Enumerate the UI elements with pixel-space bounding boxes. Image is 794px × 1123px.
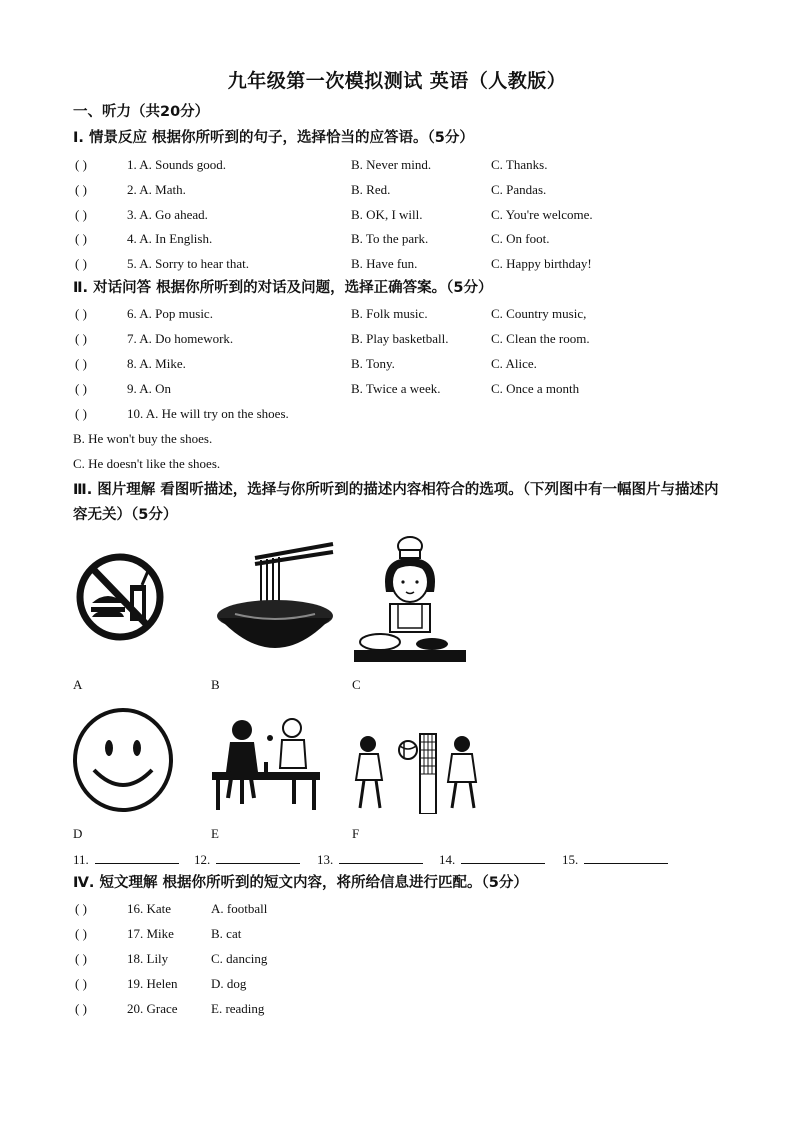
blank-item[interactable] — [439, 850, 545, 868]
option-c: C. On foot. — [491, 231, 550, 246]
answer-line[interactable] — [461, 850, 545, 864]
answer-paren[interactable]: ( ) — [75, 901, 87, 916]
picture-label: F — [352, 826, 360, 841]
option-a: 10. A. He will try on the shoes. — [127, 406, 289, 421]
picture-label: C — [352, 677, 361, 692]
option-b: B. Twice a week. — [351, 381, 441, 396]
table-tennis-icon — [212, 716, 322, 814]
blank-item[interactable] — [73, 850, 179, 868]
blank-item[interactable] — [194, 850, 300, 868]
picture-label: A — [73, 677, 83, 692]
blank-number: 13. — [317, 852, 334, 867]
question-row — [75, 406, 735, 426]
option-b: B. Play basketball. — [351, 331, 449, 346]
match-option: D. dog — [211, 976, 247, 991]
option-b: B. Tony. — [351, 356, 395, 371]
option-a: 5. A. Sorry to hear that. — [127, 256, 250, 271]
blank-item[interactable] — [562, 850, 668, 868]
blank-number: 11. — [73, 852, 89, 867]
answer-paren[interactable]: ( ) — [75, 256, 87, 271]
part1-heading: 一、听力（共20分） — [73, 104, 210, 120]
page-title: 九年级第一次模拟测试 英语（人教版） — [227, 70, 567, 92]
answer-paren[interactable]: ( ) — [75, 157, 87, 172]
question-row — [75, 231, 735, 251]
option-b: B. Never mind. — [351, 157, 432, 172]
answer-paren[interactable]: ( ) — [75, 976, 87, 991]
option-a: 1. A. Sounds good. — [127, 157, 226, 172]
no-fast-food-icon — [76, 545, 164, 649]
match-option: C. dancing — [211, 951, 268, 966]
section2-heading: Ⅱ. 对话问答 根据你所听到的对话及问题，选择正确答案。（5分） — [73, 280, 493, 296]
question-row — [75, 157, 735, 177]
match-row — [75, 951, 475, 971]
match-row — [75, 1001, 475, 1021]
option-c: C. Pandas. — [491, 182, 547, 197]
picture-label: D — [73, 826, 83, 841]
blank-number: 12. — [194, 852, 211, 867]
smiley-face-icon — [72, 706, 174, 814]
answer-line[interactable] — [584, 850, 668, 864]
option-c: C. Once a month — [491, 381, 580, 396]
answer-paren[interactable]: ( ) — [75, 1001, 87, 1016]
match-option: E. reading — [211, 1001, 265, 1016]
option-b: B. OK, I will. — [351, 207, 423, 222]
match-option: B. cat — [211, 926, 242, 941]
answer-paren[interactable]: ( ) — [75, 356, 87, 371]
answer-paren[interactable]: ( ) — [75, 951, 87, 966]
option-b: B. Have fun. — [351, 256, 418, 271]
match-row — [75, 926, 475, 946]
volleyball-icon — [352, 732, 486, 814]
option-c: C. Country music, — [491, 306, 587, 321]
person-name: 19. Helen — [127, 976, 178, 991]
answer-paren[interactable]: ( ) — [75, 926, 87, 941]
option-a: 7. A. Do homework. — [127, 331, 234, 346]
question-row — [75, 207, 735, 227]
answer-paren[interactable]: ( ) — [75, 306, 87, 321]
section4-heading: Ⅳ. 短文理解 根据你所听到的短文内容，将所给信息进行匹配。（5分） — [73, 875, 528, 891]
answer-paren[interactable]: ( ) — [75, 381, 87, 396]
girl-cooking-icon — [352, 532, 470, 664]
answer-paren[interactable]: ( ) — [75, 231, 87, 246]
answer-paren[interactable]: ( ) — [75, 207, 87, 222]
option-c: C. Alice. — [491, 356, 537, 371]
option-a: 8. A. Mike. — [127, 356, 186, 371]
person-name: 20. Grace — [127, 1001, 178, 1016]
answer-line[interactable] — [95, 850, 179, 864]
question-row — [75, 381, 735, 401]
answer-blanks — [73, 850, 713, 872]
answer-line[interactable] — [216, 850, 300, 864]
question-row — [75, 182, 735, 202]
option-c: C. You're welcome. — [491, 207, 593, 222]
option-b: B. To the park. — [351, 231, 429, 246]
answer-paren[interactable]: ( ) — [75, 331, 87, 346]
picture-label: B — [211, 677, 220, 692]
option-b: B. Folk music. — [351, 306, 428, 321]
option-c: C. Thanks. — [491, 157, 548, 172]
question-row — [75, 306, 735, 326]
person-name: 18. Lily — [127, 951, 169, 966]
person-name: 16. Kate — [127, 901, 172, 916]
option-a: 6. A. Pop music. — [127, 306, 213, 321]
option-c: C. Clean the room. — [491, 331, 590, 346]
match-row — [75, 901, 475, 921]
picture-label: E — [211, 826, 219, 841]
blank-number: 14. — [439, 852, 456, 867]
option-c: C. Happy birthday! — [491, 256, 592, 271]
option-a: 2. A. Math. — [127, 182, 186, 197]
option-b: B. Red. — [351, 182, 391, 197]
person-name: 17. Mike — [127, 926, 174, 941]
answer-paren[interactable]: ( ) — [75, 406, 87, 421]
blank-number: 15. — [562, 852, 579, 867]
noodles-bowl-icon — [215, 540, 337, 658]
option-a: 3. A. Go ahead. — [127, 207, 208, 222]
section3-heading: Ⅲ. 图片理解 看图听描述，选择与你所听到的描述内容相符合的选项。（下列图中有一幅图片与描述内容无关）（5分） — [73, 482, 719, 523]
option-a: 9. A. On — [127, 381, 172, 396]
question-row — [75, 356, 735, 376]
answer-paren[interactable]: ( ) — [75, 182, 87, 197]
match-option: A. football — [211, 901, 268, 916]
answer-line[interactable] — [339, 850, 423, 864]
question-row — [75, 256, 735, 276]
option-b-line: B. He won't buy the shoes. — [73, 431, 213, 446]
section1-heading: Ⅰ. 情景反应 根据你所听到的句子，选择恰当的应答语。（5分） — [73, 130, 474, 146]
question-row — [75, 331, 735, 351]
match-row — [75, 976, 475, 996]
blank-item[interactable] — [317, 850, 423, 868]
option-a: 4. A. In English. — [127, 231, 213, 246]
option-c-line: C. He doesn't like the shoes. — [73, 456, 221, 471]
